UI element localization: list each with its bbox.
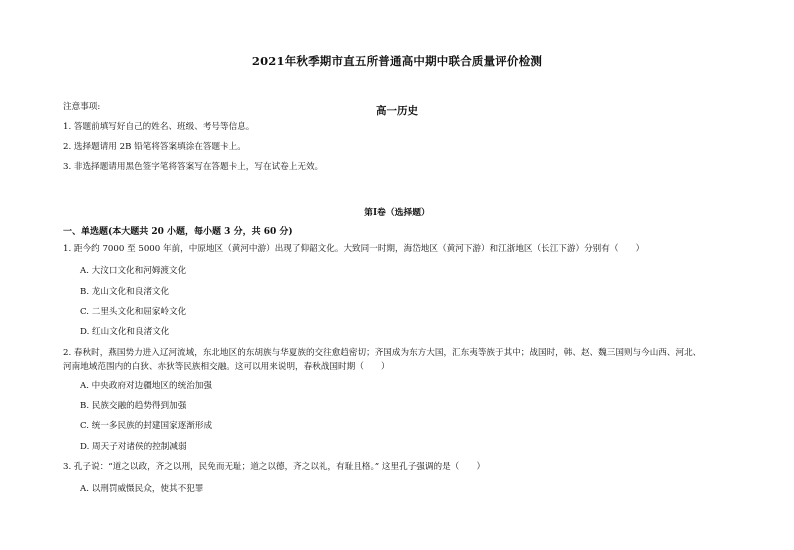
exam-subject: 高一历史 [376, 105, 418, 117]
question-1-option-b: B. 龙山文化和良渚文化 [80, 287, 170, 297]
note-item-3: 3. 非选择题请用黑色签字笔将答案写在答题卡上，写在试卷上无效。 [63, 162, 324, 172]
notes-heading: 注意事项: [63, 102, 101, 112]
question-2-option-a: A. 中央政府对边疆地区的统治加强 [80, 381, 212, 391]
question-2-option-c: C. 统一多民族的封建国家逐渐形成 [80, 421, 213, 431]
part-heading: 一、单选题(本大题共 20 小题，每小题 3 分，共 60 分) [63, 227, 293, 237]
section-title: 第I卷（选择题） [364, 208, 430, 218]
question-2-stem: 2. 春秋时，燕国势力进入辽河流域，东北地区的东胡族与华夏族的交往愈趋密切；齐国成为东方大国，汇东夷等族于其中；战国时，韩、赵、魏三国则与今山西、河北、河南地域范围内的白狄、赤狄等民族相交融。这可以用来说明，春秋战国时期（ ） [63, 348, 702, 372]
note-item-2: 2. 选择题请用 2B 铅笔将答案填涂在答题卡上。 [63, 142, 246, 152]
question-3-option-a: A. 以刑罚威慑民众，使其不犯罪 [80, 484, 204, 494]
exam-title: 2021年秋季期市直五所普通高中期中联合质量评价检测 [251, 54, 543, 68]
question-1-option-c: C. 二里头文化和屈家岭文化 [80, 307, 187, 317]
question-1-stem: 1. 距今约 7000 至 5000 年前，中原地区（黄河中游）出现了仰韶文化。大致同一时期，海岱地区（黄河下游）和江浙地区（长江下游）分别有（ ） [63, 244, 645, 254]
question-1-option-a: A. 大汶口文化和河姆渡文化 [80, 266, 187, 276]
question-3-stem: 3. 孔子说：“道之以政，齐之以刑，民免而无耻；道之以德，齐之以礼，有耻且格。” 这里孔子强调的是（ ） [63, 462, 486, 472]
question-1-option-d: D. 红山文化和良渚文化 [80, 327, 170, 337]
note-item-1: 1. 答题前填写好自己的姓名、班级、考号等信息。 [63, 122, 255, 132]
question-2-option-d: D. 周天子对诸侯的控制减弱 [80, 442, 187, 452]
question-2-option-b: B. 民族交融的趋势得到加强 [80, 401, 187, 411]
